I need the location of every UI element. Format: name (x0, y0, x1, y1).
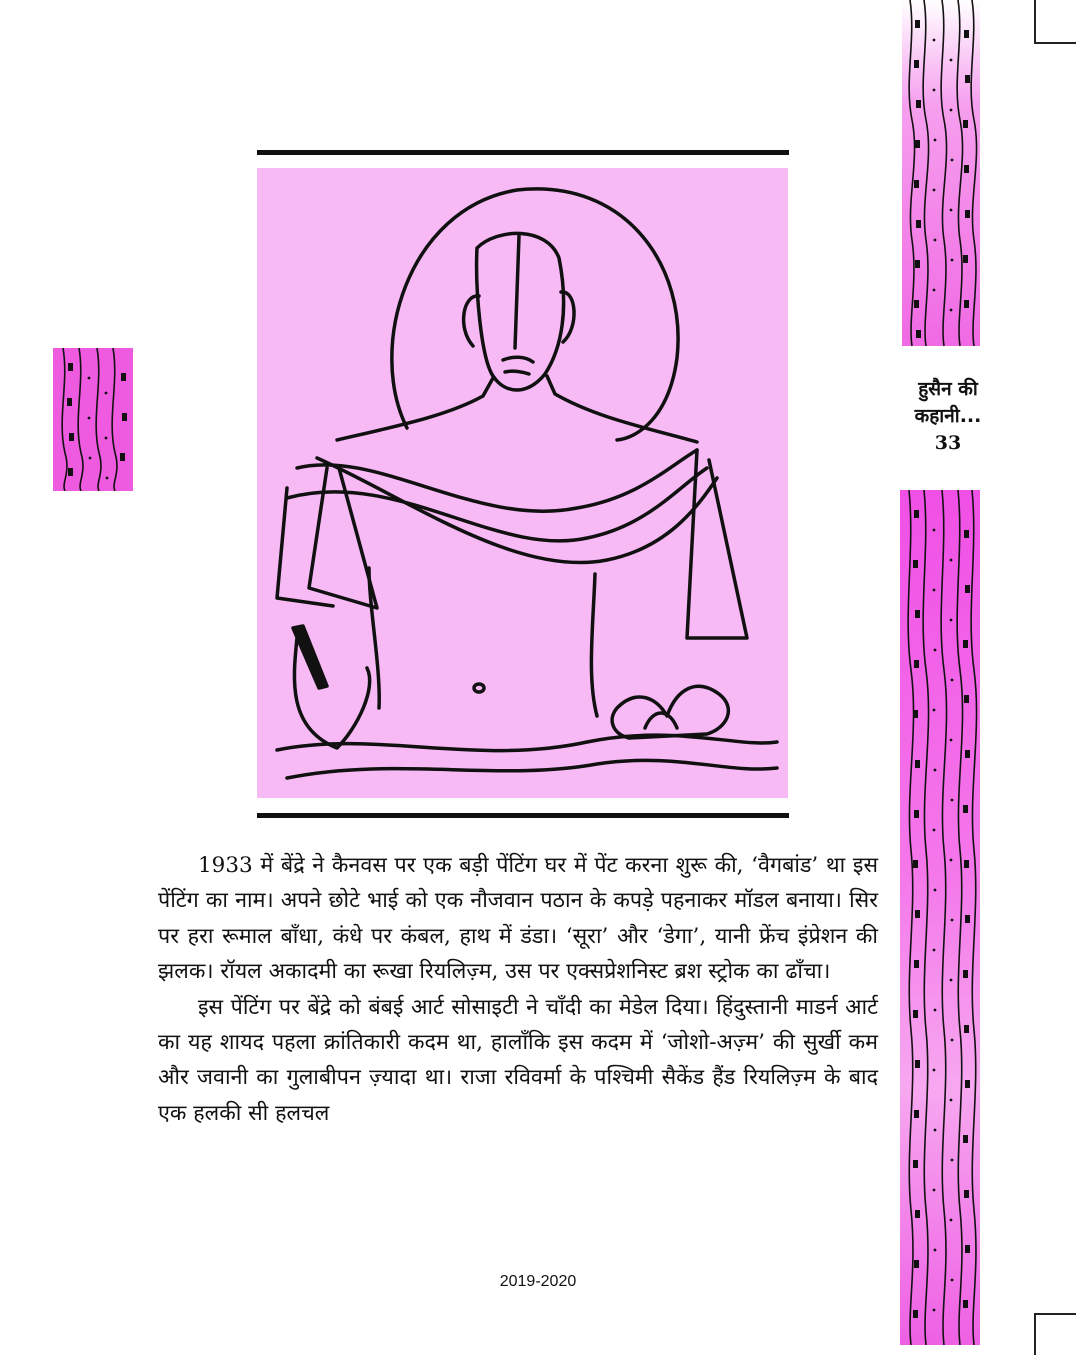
chapter-title-line-1: हुसैन की (918, 378, 978, 400)
running-header (900, 376, 996, 457)
footer-year: 2019-2020 (499, 1273, 577, 1290)
decorative-border-strip-left (53, 348, 133, 491)
paragraph-1: 1933 में बेंद्रे ने कैनवस पर एक बड़ी पेंटिंग घर में पेंट करना शुरू की, ‘वैगबांड’ था इस पेंटिंग का नाम। अपने छोटे भाई को एक नौजवान पठान के कपड़े पहनाकर मॉडल बनाया। सिर पर हरा रूमाल बाँधा, कंधे पर कंबल, हाथ में डंडा। ‘सूरा’ और ‘डेगा’, यानी फ्रेंच इंप्रेशन की झलक। रॉयल अकादमी का रूखा रियलिज़्म, उस पर एक्सप्रेशनिस्ट ब्रश स्ट्रोक का ढाँचा। (158, 853, 878, 985)
decorative-border-strip-top (902, 0, 980, 346)
seated-figure-with-halo-lotus-illustration-icon (257, 168, 788, 798)
figure-illustration (257, 168, 788, 798)
pattern-icon (902, 0, 980, 346)
crop-mark-top-right (1034, 0, 1076, 44)
figure-bottom-rule (257, 813, 789, 818)
page-number: 33 (934, 432, 962, 454)
decorative-border-strip-bottom (900, 490, 980, 1345)
paragraph-2: इस पेंटिंग पर बेंद्रे को बंबई आर्ट सोसाइटी ने चाँदी का मेडेल दिया। हिंदुस्तानी माडर्न आर्ट का यह शायद पहला क्रांतिकारी कदम था, हालाँकि इस कदम में ‘जोशो-अज़्म’ की सुर्खी कम और जवानी का गुलाबीपन ज़्यादा था। राजा रविवर्मा के पश्चिमी सैकेंड हैंड रियलिज़्म के बाद एक हलकी सी हलचल (158, 994, 878, 1126)
figure-top-rule (257, 150, 789, 155)
chapter-title-line-2: कहानी... (914, 405, 982, 427)
pattern-icon (53, 348, 133, 491)
crop-mark-bottom-right (1034, 1313, 1076, 1355)
body-text (158, 848, 878, 1131)
pattern-icon (900, 490, 980, 1345)
